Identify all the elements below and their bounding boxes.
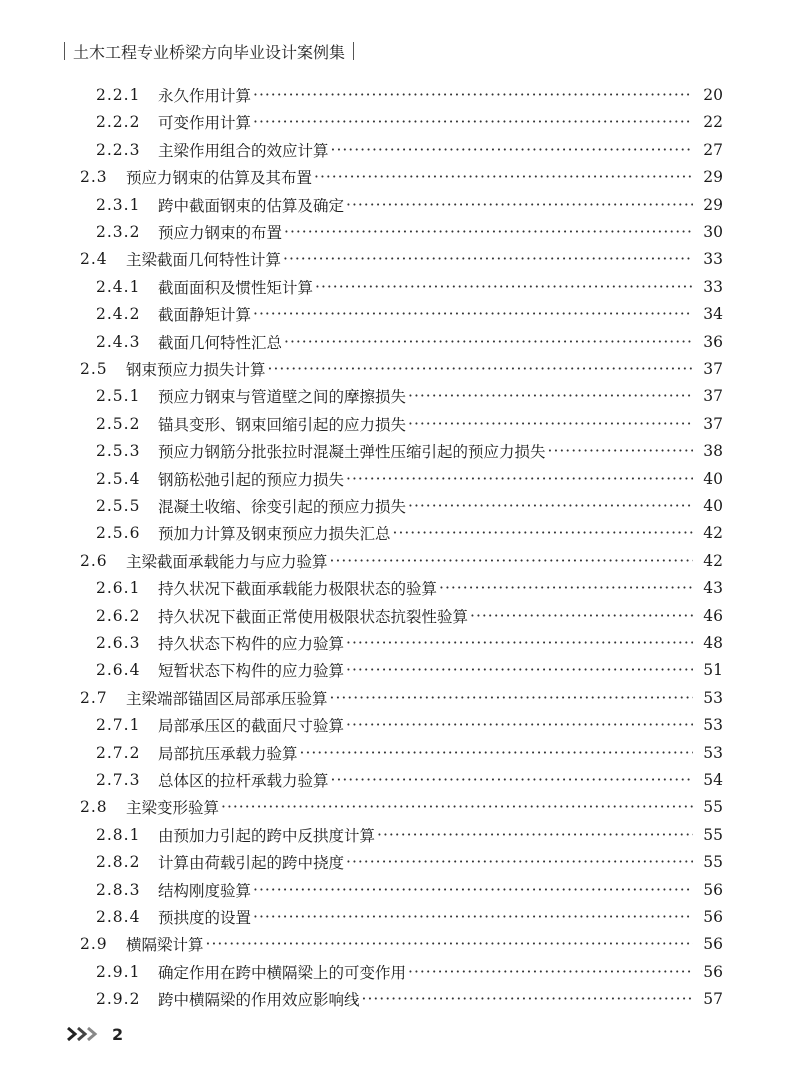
toc-entry-page: 56 [703, 962, 723, 981]
toc-entry-title: 预应力钢束的布置 [158, 224, 283, 242]
dot-leader [206, 935, 693, 953]
toc-entry-number: 2.5.4 [96, 469, 141, 488]
toc-entry-number: 2.2.3 [96, 140, 141, 159]
toc-entry-page: 57 [703, 990, 723, 1009]
toc-entry-number: 2.3 [80, 168, 108, 187]
dot-leader [284, 223, 693, 241]
toc-entry-page: 33 [703, 250, 723, 269]
toc-entry-page: 36 [703, 332, 723, 351]
toc-entry-title: 确定作用在跨中横隔梁上的可变作用 [158, 963, 407, 982]
toc-subsection-entry[interactable] [96, 191, 723, 219]
page-footer [66, 1022, 123, 1046]
toc-subsection-entry[interactable] [96, 574, 723, 602]
toc-entry-page: 37 [703, 414, 723, 433]
toc-entry-title: 主梁截面承载能力与应力验算 [126, 552, 328, 571]
toc-subsection-entry[interactable] [96, 465, 723, 493]
dot-leader [253, 86, 693, 104]
toc-entry-title: 主梁变形验算 [126, 799, 220, 818]
toc-entry-number: 2.8.1 [96, 825, 141, 844]
toc-entry-title: 截面静矩计算 [158, 306, 252, 325]
toc-entry-number: 2.6.4 [96, 661, 141, 680]
toc-entry-title: 预应力钢筋分批张拉时混凝土弹性压缩引起的预应力损失 [158, 443, 546, 462]
toc-subsection-entry[interactable] [96, 273, 723, 301]
toc-entry-number: 2.2.2 [96, 113, 141, 132]
toc-section-entry[interactable] [80, 355, 723, 383]
toc-entry-page: 27 [703, 140, 723, 159]
toc-entry-page: 56 [703, 908, 723, 926]
toc-entry-page: 20 [703, 86, 723, 104]
toc-entry-number: 2.6.2 [96, 606, 141, 625]
header-divider-left [64, 42, 65, 60]
toc-entry-number: 2.5 [80, 360, 108, 378]
toc-entry-number: 2.8.4 [96, 908, 141, 926]
toc-subsection-entry[interactable] [96, 602, 723, 630]
toc-entry-title: 由预加力引起的跨中反拱度计算 [158, 826, 376, 845]
toc-entry-title: 预应力钢束的估算及其布置 [126, 169, 313, 188]
toc-subsection-entry[interactable] [96, 300, 723, 328]
dot-leader [253, 305, 693, 323]
toc-entry-page: 46 [703, 606, 723, 625]
toc-subsection-entry[interactable] [96, 958, 723, 986]
dot-leader [408, 497, 693, 515]
toc-entry-page: 43 [703, 579, 723, 598]
dot-leader [314, 168, 693, 186]
toc-entry-number: 2.9 [80, 935, 108, 954]
toc-entry-title: 持久状况下截面正常使用极限状态抗裂性验算 [158, 607, 469, 626]
toc-entry-title: 局部承压区的截面尺寸验算 [158, 717, 345, 736]
toc-entry-number: 2.8 [80, 798, 108, 817]
header-divider-right [353, 42, 354, 60]
toc-entry-number: 2.4 [80, 250, 108, 269]
toc-entry-page: 48 [703, 634, 723, 652]
toc-subsection-entry[interactable] [96, 739, 723, 767]
toc-entry-page: 56 [703, 935, 723, 954]
dot-leader [408, 415, 693, 433]
dot-leader [346, 716, 693, 734]
dot-leader [300, 744, 693, 762]
toc-subsection-entry[interactable] [96, 492, 723, 520]
toc-entry-page: 55 [703, 853, 723, 872]
toc-entry-title: 截面几何特性汇总 [158, 333, 283, 352]
dot-leader [253, 881, 693, 899]
toc-subsection-entry[interactable] [96, 328, 723, 356]
dot-leader [377, 826, 693, 844]
toc-entry-number: 2.6 [80, 551, 108, 570]
toc-entry-page: 22 [703, 113, 723, 132]
toc-entry-page: 53 [703, 688, 723, 707]
toc-entry-number: 2.9.1 [96, 962, 141, 981]
dot-leader [283, 250, 693, 268]
toc-entry-title: 预应力钢束与管道壁之间的摩擦损失 [158, 388, 407, 407]
toc-entry-number: 2.7.1 [96, 716, 141, 735]
toc-entry-page: 53 [703, 716, 723, 735]
toc-entry-title: 截面面积及惯性矩计算 [158, 278, 314, 297]
toc-entry-title: 混凝土收缩、徐变引起的预应力损失 [158, 498, 407, 516]
toc-entry-number: 2.4.1 [96, 277, 141, 296]
toc-entry-page: 29 [703, 168, 723, 187]
toc-entry-title: 钢筋松弛引起的预应力损失 [158, 470, 345, 489]
toc-entry-title: 计算由荷载引起的跨中挠度 [158, 854, 345, 873]
toc-entry-title: 持久状况下截面承载能力极限状态的验算 [158, 580, 438, 599]
toc-subsection-entry[interactable] [96, 848, 723, 876]
dot-leader [330, 552, 693, 570]
toc-entry-title: 预拱度的设置 [158, 909, 252, 927]
toc-subsection-entry[interactable] [96, 410, 723, 438]
dot-leader [331, 771, 693, 789]
toc-entry-title: 局部抗压承载力验算 [158, 744, 298, 763]
toc-entry-number: 2.2.1 [96, 86, 141, 104]
toc-subsection-entry[interactable] [96, 108, 723, 136]
dot-leader [362, 990, 693, 1008]
toc-entry-number: 2.5.6 [96, 524, 141, 543]
toc-section-entry[interactable] [80, 684, 723, 712]
toc-entry-number: 2.3.1 [96, 195, 141, 214]
dot-leader [408, 963, 693, 981]
toc-entry-page: 42 [703, 524, 723, 543]
toc-entry-title: 跨中横隔梁的作用效应影响线 [158, 991, 360, 1010]
toc-entry-page: 37 [703, 387, 723, 406]
dot-leader [253, 908, 693, 926]
toc-entry-title: 跨中截面钢束的估算及确定 [158, 196, 345, 215]
toc-entry-title: 持久状态下构件的应力验算 [158, 635, 345, 653]
toc-subsection-entry[interactable] [96, 766, 723, 794]
toc-subsection-entry[interactable] [96, 437, 723, 465]
toc-entry-page: 51 [703, 661, 723, 680]
toc-entry-page: 40 [703, 497, 723, 515]
dot-leader [470, 607, 693, 625]
toc-entry-page: 56 [703, 880, 723, 899]
dot-leader [346, 634, 693, 652]
toc-subsection-entry[interactable] [96, 711, 723, 739]
toc-entry-page: 30 [703, 223, 723, 241]
dot-leader [393, 524, 693, 542]
toc-entry-title: 主梁作用组合的效应计算 [158, 141, 329, 160]
toc-entry-number: 2.8.2 [96, 853, 141, 872]
toc-entry-title: 总体区的拉杆承载力验算 [158, 772, 329, 790]
toc-entry-title: 短暂状态下构件的应力验算 [158, 662, 345, 681]
toc-subsection-entry[interactable] [96, 519, 723, 547]
toc-entry-number: 2.3.2 [96, 223, 141, 241]
toc-entry-title: 主梁截面几何特性计算 [126, 251, 282, 270]
toc-entry-number: 2.5.3 [96, 442, 141, 461]
toc-entry-title: 永久作用计算 [158, 87, 252, 105]
triple-chevron-icon [66, 1026, 100, 1042]
toc-section-entry[interactable] [80, 245, 723, 273]
toc-entry-number: 2.8.3 [96, 880, 141, 899]
toc-entry-page: 37 [703, 360, 723, 378]
toc-section-entry[interactable] [80, 930, 723, 958]
toc-entry-title: 结构刚度验算 [158, 881, 252, 900]
toc-entry-number: 2.6.1 [96, 579, 141, 598]
toc-entry-number: 2.4.3 [96, 332, 141, 351]
toc-entry-page: 55 [703, 825, 723, 844]
toc-subsection-entry[interactable] [96, 876, 723, 904]
dot-leader [221, 798, 693, 816]
toc-subsection-entry[interactable] [96, 821, 723, 849]
dot-leader [253, 113, 693, 131]
toc-section-entry[interactable] [80, 547, 723, 575]
running-header [64, 40, 354, 62]
dot-leader [268, 360, 693, 378]
dot-leader [408, 387, 693, 405]
toc-entry-page: 38 [703, 442, 723, 461]
toc-entry-number: 2.5.2 [96, 414, 141, 433]
toc-entry-number: 2.5.5 [96, 497, 141, 515]
toc-entry-page: 55 [703, 798, 723, 817]
toc-entry-number: 2.5.1 [96, 387, 141, 406]
dot-leader [346, 661, 693, 679]
toc-subsection-entry[interactable] [96, 629, 723, 657]
book-title: 土木工程专业桥梁方向毕业设计案例集 [73, 42, 346, 62]
toc-entry-number: 2.4.2 [96, 305, 141, 324]
dot-leader [330, 689, 693, 707]
dot-leader [315, 278, 693, 296]
toc-entry-title: 可变作用计算 [158, 114, 252, 133]
toc-subsection-entry[interactable] [96, 656, 723, 684]
toc-entry-title: 钢束预应力损失计算 [126, 361, 266, 379]
toc-entry-title: 锚具变形、钢束回缩引起的应力损失 [158, 415, 407, 434]
dot-leader [284, 333, 693, 351]
toc-entry-page: 29 [703, 195, 723, 214]
dot-leader [548, 442, 693, 460]
toc-entry-title: 横隔梁计算 [126, 936, 204, 955]
dot-leader [346, 470, 693, 488]
toc-entry-page: 54 [703, 771, 723, 789]
dot-leader [331, 141, 693, 159]
toc-entry-page: 40 [703, 469, 723, 488]
toc-entry-page: 53 [703, 743, 723, 762]
toc-entry-page: 42 [703, 551, 723, 570]
toc-entry-page: 33 [703, 277, 723, 296]
toc-entry-number: 2.6.3 [96, 634, 141, 652]
toc-entry-number: 2.7.2 [96, 743, 141, 762]
dot-leader [346, 196, 693, 214]
toc-subsection-entry[interactable] [96, 382, 723, 410]
toc-subsection-entry[interactable] [96, 136, 723, 164]
dot-leader [439, 579, 693, 597]
page-number: 2 [112, 1024, 124, 1044]
toc-entry-number: 2.7 [80, 688, 108, 707]
toc-entry-number: 2.7.3 [96, 771, 141, 789]
toc-entry-title: 主梁端部锚固区局部承压验算 [126, 689, 328, 708]
dot-leader [346, 853, 693, 871]
toc-subsection-entry[interactable] [96, 985, 723, 1013]
toc-entry-page: 34 [703, 305, 723, 324]
toc-entry-title: 预加力计算及钢束预应力损失汇总 [158, 525, 391, 544]
toc-section-entry[interactable] [80, 163, 723, 191]
toc-entry-number: 2.9.2 [96, 990, 141, 1009]
toc-section-entry[interactable] [80, 793, 723, 821]
toc-subsection-entry[interactable] [96, 81, 723, 109]
toc-subsection-entry[interactable] [96, 218, 723, 246]
toc-subsection-entry[interactable] [96, 903, 723, 931]
